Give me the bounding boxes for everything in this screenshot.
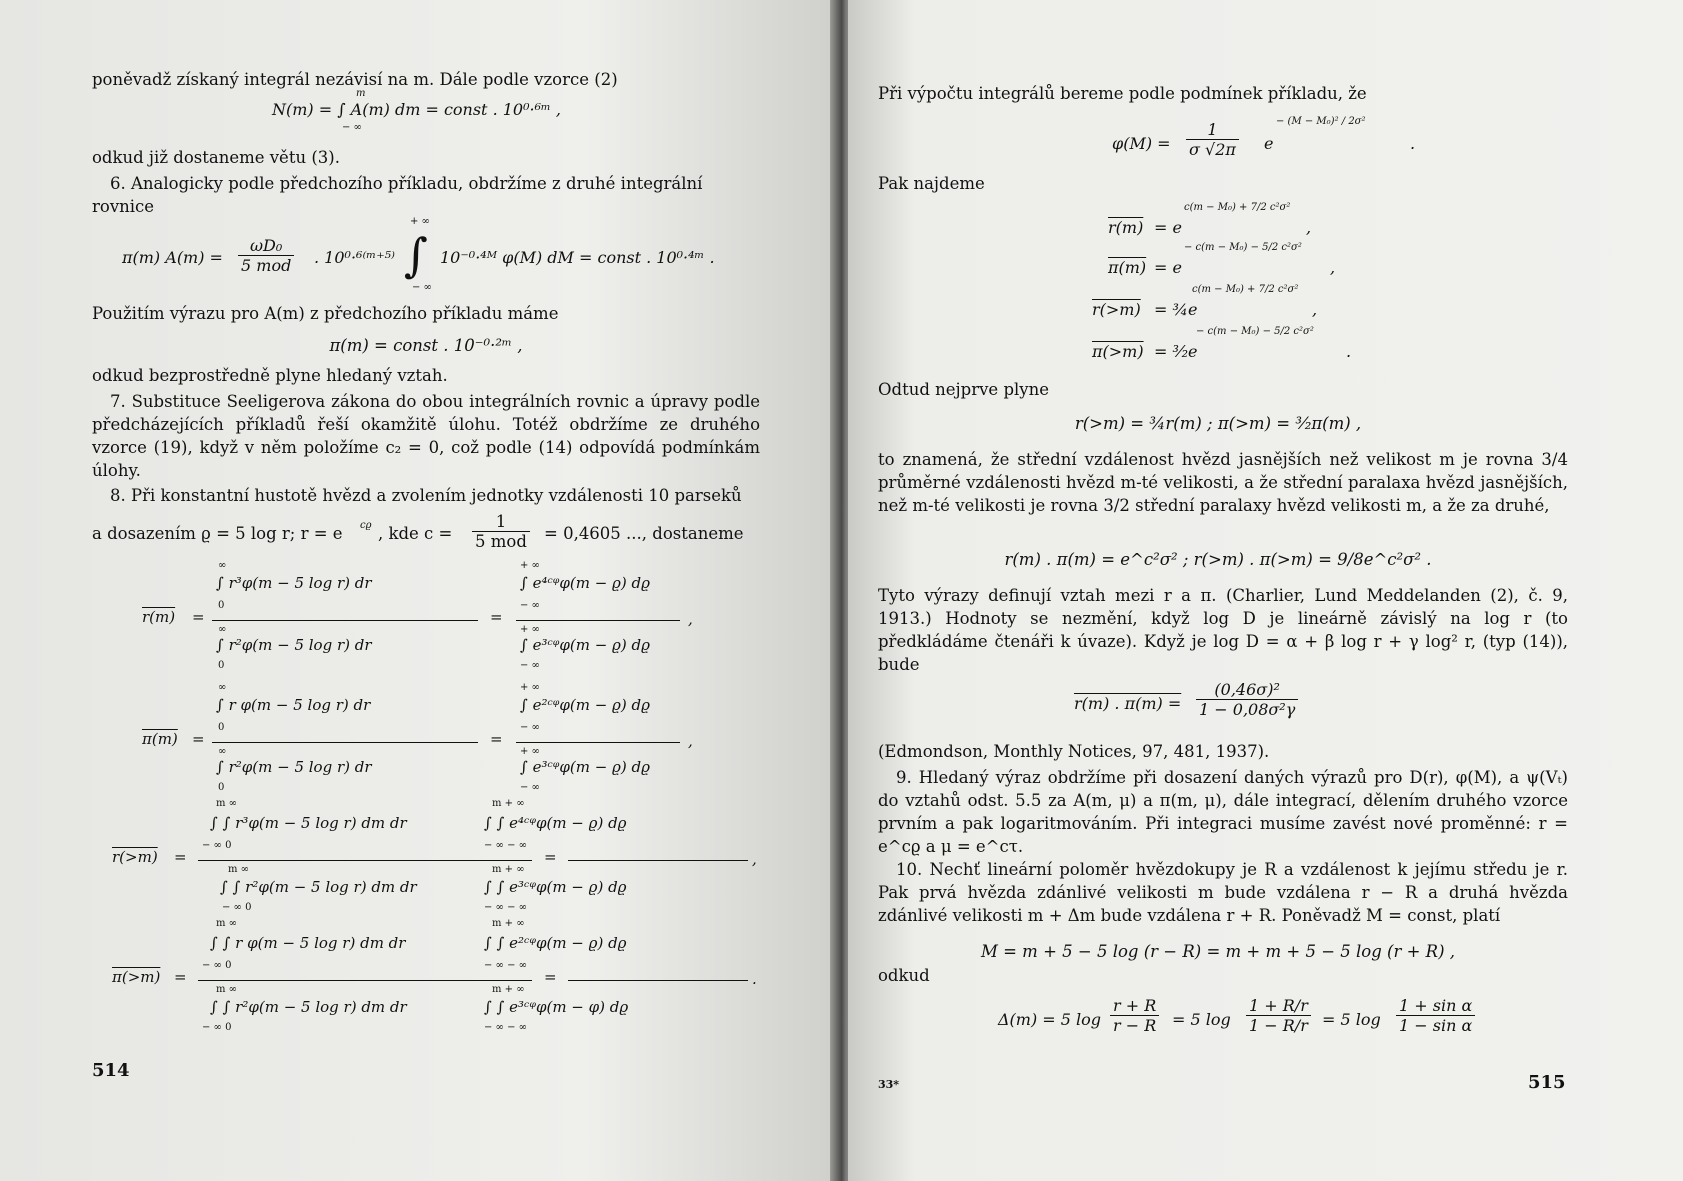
limit: − ∞ − ∞ xyxy=(484,960,527,971)
text-line: Použitím výrazu pro A(m) z předchozího příkladu máme xyxy=(92,304,559,323)
moment-equations xyxy=(1058,196,1478,386)
equation-lhs: r(>m) xyxy=(1092,300,1141,319)
signature-mark: 33* xyxy=(878,1078,900,1091)
numerator: (0,46σ)² xyxy=(1196,680,1298,700)
punctuation: , xyxy=(688,610,693,628)
limit: 0 xyxy=(218,600,225,611)
equation-M: M = m + 5 − 5 log (r − R) = m + m + 5 − 5 log (r + R) , xyxy=(980,942,1456,961)
punctuation: . xyxy=(1410,134,1416,153)
punctuation: , xyxy=(688,732,693,750)
right-page xyxy=(848,0,1683,1181)
limit: m ∞ xyxy=(216,798,237,809)
equation-pi-A xyxy=(122,216,762,293)
limit: + ∞ xyxy=(520,746,540,757)
citation: (Edmondson, Monthly Notices, 97, 481, 1937). xyxy=(878,742,1270,761)
limit: 0 xyxy=(218,782,225,793)
equation-phi xyxy=(1112,112,1532,172)
formula-lhs: π(>m) xyxy=(112,968,161,986)
formula-lhs: r(>m) xyxy=(112,848,158,866)
limit: − ∞ 0 xyxy=(222,902,252,913)
fraction-bar xyxy=(212,742,478,743)
equation-lhs: π(m) A(m) = xyxy=(122,248,223,267)
numerator: 1 + sin α xyxy=(1396,996,1475,1016)
limit: − ∞ − ∞ xyxy=(484,902,527,913)
limit-bottom: − ∞ xyxy=(342,122,362,133)
denominator: ∫ e³ᶜᵠφ(m − ϱ) dϱ xyxy=(520,758,650,776)
limit: 0 xyxy=(218,722,225,733)
punctuation: , xyxy=(1312,300,1318,319)
limit-top: + ∞ xyxy=(410,216,430,227)
fraction-bar xyxy=(516,742,680,743)
numerator: ∫ r³φ(m − 5 log r) dr xyxy=(216,574,372,592)
denominator: ∫ e³ᶜᵠφ(m − ϱ) dϱ xyxy=(520,636,650,654)
limit: ∞ xyxy=(218,560,227,571)
exponent: − (M − M₀)² / 2σ² xyxy=(1276,116,1366,127)
equals-sign: = xyxy=(192,608,205,626)
text-line: Odtud nejprve plyne xyxy=(878,380,1049,399)
equation-lhs: π(m) xyxy=(1108,258,1147,277)
text-line: odkud xyxy=(878,966,930,985)
equation-lhs: π(>m) xyxy=(1092,342,1144,361)
substitution-line xyxy=(92,512,760,552)
page-number: 515 xyxy=(1528,1072,1566,1093)
equation-text: N(m) = ∫ A(m) dm = const . 10⁰·⁶ᵐ , xyxy=(272,100,561,119)
text-line: poněvadž získaný integrál nezávisí na m. Dále podle vzorce (2) xyxy=(92,70,618,89)
limit: m ∞ xyxy=(228,864,249,875)
formula-r-gt-m xyxy=(92,800,760,912)
equation-mid: = 5 log xyxy=(1172,1010,1231,1029)
equation-lhs: r(m) xyxy=(1108,218,1144,237)
numerator: ∫ r φ(m − 5 log r) dr xyxy=(216,696,371,714)
limit: m + ∞ xyxy=(492,984,525,995)
paragraph-definition: Tyto výrazy definují vztah mezi r a π. (Charlier, Lund Meddelanden (2), č. 9, 1913.) Hodnoty se nezmění, když log D je lineárně závislý na log r (to předkládáme čtenáři k úvaze). Když je log D = α + β log r + γ log² r, (typ (14)), bude xyxy=(878,586,1568,674)
relation-1: r(>m) = ¾r(m) ; π(>m) = ³⁄₂π(m) , xyxy=(1074,414,1362,433)
limit-top: m xyxy=(356,88,366,99)
equals-sign: = xyxy=(174,848,187,866)
formula-lhs: π(m) xyxy=(142,730,178,748)
fraction xyxy=(1110,996,1159,1035)
fraction-bar xyxy=(516,620,680,621)
punctuation: , xyxy=(752,850,757,868)
denominator: ∫ ∫ r²φ(m − 5 log r) dm dr xyxy=(220,878,417,896)
equals-sign: = xyxy=(490,608,503,626)
paragraph-item10: 10. Nechť lineární poloměr hvězdokupy je R a vzdálenost k jejímu středu je r. Pak prvá hvězda zdánlivé velikosti m bude vzdálena r − R a druhá hvězda zdánlivé velikosti m + Δm bude vzdálena r + R. Poněvadž M = const, platí xyxy=(878,860,1568,925)
fraction xyxy=(1246,996,1311,1035)
integral-sign: ∫ xyxy=(404,228,428,282)
equation-pi2: π(m) = const . 10⁻⁰·²ᵐ , xyxy=(329,336,523,355)
paragraph-meaning: to znamená, že střední vzdálenost hvězd jasnějších než velikost m je rovna 3/4 průměrné vzdálenosti hvězd m-té velikosti, a že střední paralaxa hvězd jasnějších, než m-té velikosti je rovna 3/2 střední paralaxy hvězd velikosti m, a že za druhé, xyxy=(878,450,1568,515)
limit: m ∞ xyxy=(216,918,237,929)
equals-sign: = xyxy=(490,730,503,748)
formula-pi-gt-m xyxy=(92,920,760,1032)
equation-rhs: = ¾e xyxy=(1154,300,1198,319)
fraction-bar xyxy=(212,620,478,621)
base-e: e xyxy=(1264,134,1274,153)
fraction xyxy=(1186,120,1239,159)
numerator: 1 + R/r xyxy=(1246,996,1311,1016)
limit: 0 xyxy=(218,660,225,671)
denominator: 1 − R/r xyxy=(1249,1016,1308,1035)
text-fragment: , kde c = xyxy=(378,524,453,543)
denominator: 5 mod xyxy=(241,256,292,275)
equation-rhs: = ³⁄₂e xyxy=(1154,342,1198,361)
numerator: ∫ ∫ r³φ(m − 5 log r) dm dr xyxy=(210,814,407,832)
numerator: ∫ ∫ e²ᶜᵠφ(m − ϱ) dϱ xyxy=(484,934,627,952)
fraction-bar xyxy=(198,980,532,981)
fraction xyxy=(1196,680,1298,719)
limit: + ∞ xyxy=(520,682,540,693)
equals-sign: = xyxy=(192,730,205,748)
limit: ∞ xyxy=(218,624,227,635)
limit: − ∞ xyxy=(520,600,540,611)
equation-delta xyxy=(998,992,1518,1048)
limit: ∞ xyxy=(218,746,227,757)
left-page xyxy=(0,0,838,1181)
equals-sign: = xyxy=(544,968,557,986)
limit: − ∞ 0 xyxy=(202,840,232,851)
limit: + ∞ xyxy=(520,560,540,571)
numerator: ∫ e⁴ᶜᵠφ(m − ϱ) dϱ xyxy=(520,574,650,592)
limit: − ∞ xyxy=(520,782,540,793)
paragraph-item9: 9. Hledaný výraz obdržíme při dosazení daných výrazů pro D(r), φ(M), a ψ(Vₜ) do vztahů odst. 5.5 za A(m, μ) a π(m, μ), dále integrací, dělením druhého vzorce prvním a pak logaritmováním. Při integraci musíme zavést nové proměnné: r = e^cϱ a μ = e^cτ. xyxy=(878,768,1568,856)
limit: − ∞ xyxy=(520,660,540,671)
denominator: ∫ r²φ(m − 5 log r) dr xyxy=(216,758,372,776)
denominator: σ √2π xyxy=(1189,140,1236,159)
text-line: odkud již dostaneme větu (3). xyxy=(92,148,340,167)
limit: − ∞ 0 xyxy=(202,960,232,971)
equals-sign: = xyxy=(544,848,557,866)
denominator: 5 mod xyxy=(475,532,527,551)
denominator: ∫ ∫ r²φ(m − 5 log r) dm dr xyxy=(210,998,407,1016)
text-line: Pak najdeme xyxy=(878,174,985,193)
fraction-bar xyxy=(568,860,748,861)
relation-3 xyxy=(1074,676,1434,732)
exponent: − c(m − M₀) − 5/2 c²σ² xyxy=(1184,242,1302,253)
denominator: ∫ ∫ e³ᶜᵠφ(m − ϱ) dϱ xyxy=(484,878,627,896)
equation-rhs: = e xyxy=(1154,218,1182,237)
limit: + ∞ xyxy=(520,624,540,635)
equation-rhs: = e xyxy=(1154,258,1182,277)
formula-r-m xyxy=(92,562,760,670)
text-line: odkud bezprostředně plyne hledaný vztah. xyxy=(92,366,448,385)
punctuation: . xyxy=(752,970,757,988)
superscript: cϱ xyxy=(360,520,372,531)
limit: − ∞ 0 xyxy=(202,1022,232,1033)
punctuation: , xyxy=(1306,218,1312,237)
numerator: ∫ ∫ e⁴ᶜᵠφ(m − ϱ) dϱ xyxy=(484,814,627,832)
exponent: c(m − M₀) + 7/2 c²σ² xyxy=(1192,284,1299,295)
paragraph-item7: 7. Substituce Seeligerova zákona do obou integrálních rovnic a úpravy podle předcházejících příkladů řeší okamžitě úlohu. Totéž obdržíme ze druhého vzorce (19), když v něm položíme c₂ = 0, což podle (14) odpovídá podmínkám úlohy. xyxy=(92,392,760,480)
numerator: 1 xyxy=(472,512,530,532)
denominator: 1 − sin α xyxy=(1399,1016,1473,1035)
limit: ∞ xyxy=(218,682,227,693)
numerator: r + R xyxy=(1110,996,1159,1016)
equation-mid: = 5 log xyxy=(1322,1010,1381,1029)
limit: m + ∞ xyxy=(492,864,525,875)
denominator: ∫ r²φ(m − 5 log r) dr xyxy=(216,636,372,654)
exponent: c(m − M₀) + 7/2 c²σ² xyxy=(1184,202,1291,213)
exponent: − c(m − M₀) − 5/2 c²σ² xyxy=(1196,326,1314,337)
limit: m + ∞ xyxy=(492,798,525,809)
formula-lhs: r(m) xyxy=(142,608,176,626)
denominator: 1 − 0,08σ²γ xyxy=(1199,700,1296,719)
formula-pi-m xyxy=(92,684,760,792)
relation-2: r(m) . π(m) = e^c²σ² ; r(>m) . π(>m) = 9/8e^c²σ² . xyxy=(1004,550,1432,569)
denominator: ∫ ∫ e³ᶜᵠφ(m − φ) dϱ xyxy=(484,998,629,1016)
fraction-bar xyxy=(198,860,532,861)
text-fragment: a dosazením ϱ = 5 log r; r = e xyxy=(92,524,343,543)
limit: − ∞ − ∞ xyxy=(484,1022,527,1033)
fraction-bar xyxy=(568,980,748,981)
equation-rhs: 10⁻⁰·⁴ᴹ φ(M) dM = const . 10⁰·⁴ᵐ . xyxy=(440,248,715,267)
limit: m ∞ xyxy=(216,984,237,995)
equals-sign: = xyxy=(174,968,187,986)
punctuation: . xyxy=(1346,342,1352,361)
fraction xyxy=(472,512,530,551)
equation-lhs: φ(M) = xyxy=(1112,134,1171,153)
equation-mid: . 10⁰·⁶⁽ᵐ⁺⁵⁾ xyxy=(314,248,395,267)
limit: − ∞ xyxy=(520,722,540,733)
page-number: 514 xyxy=(92,1060,130,1081)
limit: m + ∞ xyxy=(492,918,525,929)
numerator: ∫ ∫ r φ(m − 5 log r) dm dr xyxy=(210,934,406,952)
denominator: r − R xyxy=(1113,1016,1157,1035)
limit: − ∞ − ∞ xyxy=(484,840,527,851)
paragraph-item8: 8. Při konstantní hustotě hvězd a zvolením jednotky vzdálenosti 10 parseků xyxy=(110,486,742,505)
numerator: ∫ e²ᶜᵠφ(m − ϱ) dϱ xyxy=(520,696,650,714)
fraction xyxy=(1396,996,1475,1035)
text-fragment: = 0,4605 ..., dostaneme xyxy=(544,524,744,543)
fraction xyxy=(238,236,294,275)
numerator: 1 xyxy=(1186,120,1239,140)
equation-lhs: r(m) . π(m) = xyxy=(1074,694,1182,713)
text-line: Při výpočtu integrálů bereme podle podmínek příkladu, že xyxy=(878,84,1367,103)
punctuation: , xyxy=(1330,258,1336,277)
limit-bottom: − ∞ xyxy=(412,282,432,293)
equation-lhs: Δ(m) = 5 log xyxy=(998,1010,1102,1029)
paragraph-item6: 6. Analogicky podle předchozího příkladu, obdržíme z druhé integrální rovnice xyxy=(92,174,703,216)
equation-N xyxy=(272,88,561,133)
numerator: ωD₀ xyxy=(238,236,294,256)
